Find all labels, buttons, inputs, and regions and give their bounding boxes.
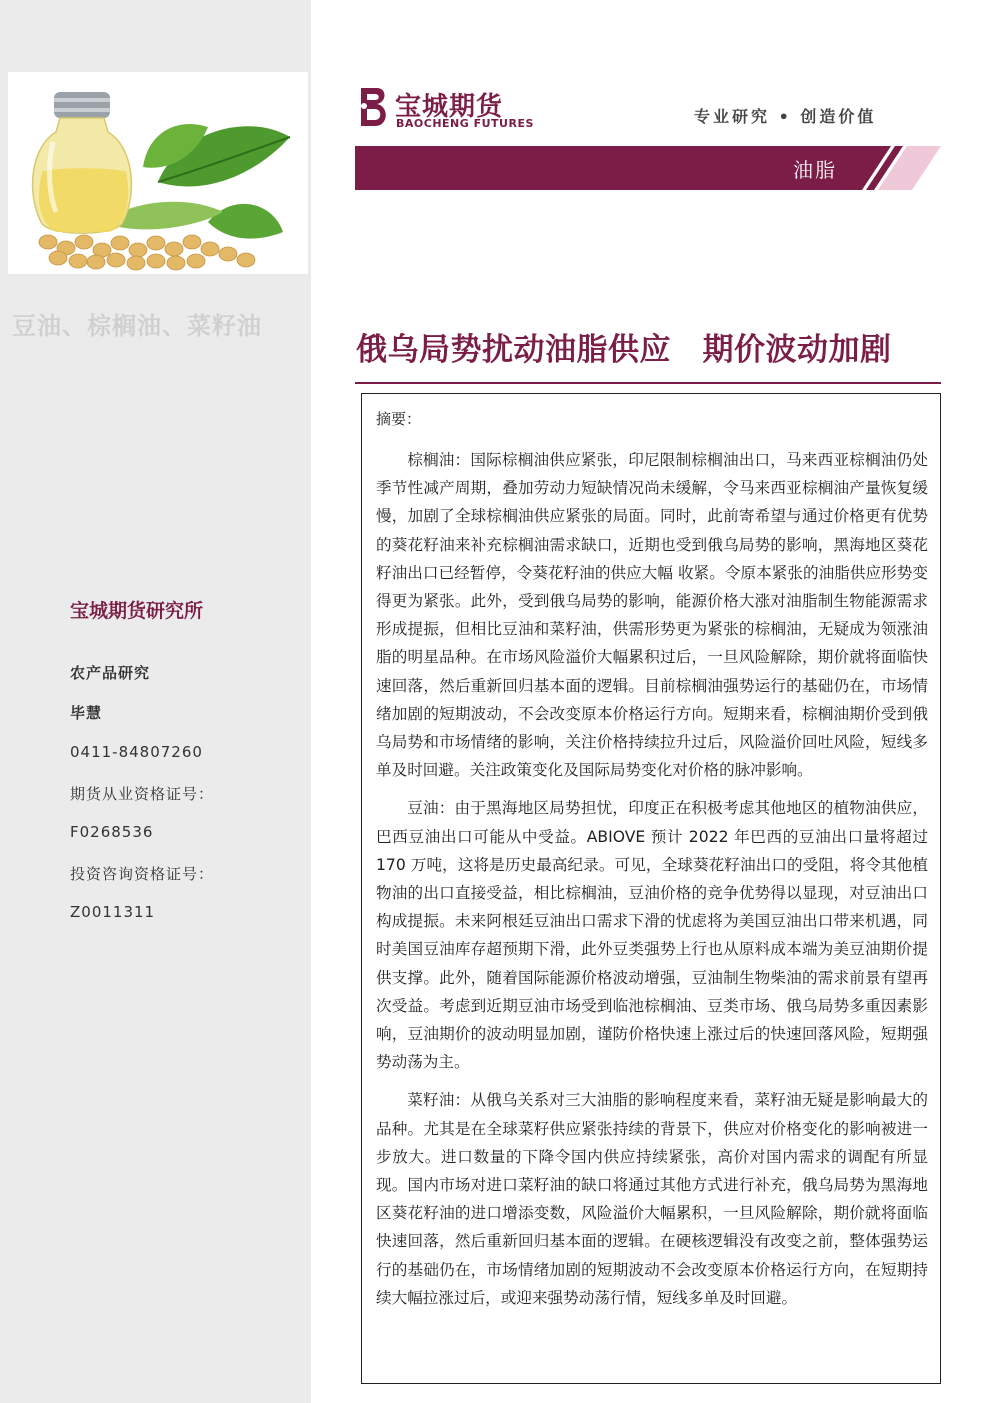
abstract-box <box>361 393 941 1384</box>
report-title: 俄乌局势扰动油脂供应 期价波动加剧 <box>356 332 892 368</box>
department: 农产品研究 <box>70 664 151 682</box>
paragraph-soybean-oil: 豆油：由于黑海地区局势担忧，印度正在积极考虑其他地区的植物油供应，巴西豆油出口可能从中受益。ABIOVE 预计 2022 年巴西的豆油出口量将超过 170 万吨，这将是历史最高纪录。可见，全球葵花籽油出口的受阻，将令其他植物油的出口直接受益，相比棕榈油，豆油价格的竞争优势得以显现，对豆油出口构成提振。未来阿根廷豆油出口需求下滑的忧虑将为美国豆油出口带来机遇，同时美国豆油库存超预期下滑，此外豆类强势上行也从原料成本端为美豆油期价提供支撑。此外，随着国际能源价格波动增强，豆油制生物柴油的需求前景有望再次受益。考虑到近期豆油市场受到临池棕榈油、豆类市场、俄乌局势多重因素影响，豆油期价的波动明显加剧，谨防价格快速上涨过后的快速回落风险，短期强势动荡为主。 <box>376 799 928 1072</box>
section-label: 油脂 <box>793 158 837 182</box>
futures-cert-number: F0268536 <box>70 823 154 841</box>
logo-chinese-text: 宝城期货 <box>395 92 504 122</box>
title-divider <box>355 382 941 384</box>
institute-name: 宝城期货研究所 <box>70 600 204 622</box>
sidebar <box>0 0 311 1403</box>
invest-cert-label: 投资咨询资格证号： <box>70 865 215 883</box>
analyst-name: 毕慧 <box>70 704 103 722</box>
paragraph-rapeseed-oil: 菜籽油：从俄乌关系对三大油脂的影响程度来看，菜籽油无疑是影响最大的品种。尤其是在全球菜籽供应紧张持续的背景下，供应对价格变化的影响被进一步放大。进口数量的下降令国内供应持续紧张，高价对国内需求的调配有所显现。国内市场对进口菜籽油的缺口将通过其他方式进行补充，俄乌局势为黑海地区葵花籽油的进口增添变数，风险溢价大幅累积，一旦风险解除，期价就将面临快速回落，然后重新回归基本面的逻辑。在硬核逻辑没有改变之前，整体强势运行的基础仍在，市场情绪加剧的短期波动不会改变原本价格运行方向，在短期持续大幅拉涨过后，或迎来强势动荡行情，短线多单及时回避。 <box>376 1091 928 1307</box>
category-title: 豆油、棕榈油、菜籽油 <box>12 312 262 340</box>
section-banner <box>355 146 941 190</box>
company-logo <box>355 84 534 134</box>
oil-jar-illustration <box>8 72 308 274</box>
invest-cert-number: Z0011311 <box>70 903 156 921</box>
analyst-phone: 0411-84807260 <box>70 743 203 761</box>
paragraph-palm-oil: 棕榈油：国际棕榈油供应紧张，印尼限制棕榈油出口，马来西亚棕榈油仍处季节性减产周期，叠加劳动力短缺情况尚未缓解，令马来西亚棕榈油产量恢复缓慢，加剧了全球棕榈油供应紧张的局面。同时，此前寄希望与通过价格更有优势的葵花籽油来补充棕榈油需求缺口，近期也受到俄乌局势的影响，黑海地区葵花籽油出口已经暂停，令葵花籽油的供应大幅 收紧。令原本紧张的油脂供应形势变得更为紧张。此外，受到俄乌局势的影响，能源价格大涨对油脂制生物能源需求形成提振，但相比豆油和菜籽油，供需形势更为紧张的棕榈油，无疑成为领涨油脂的明星品种。在市场风险溢价大幅累积过后，一旦风险解除，期价就将面临快速回落，然后重新回归基本面的逻辑。目前棕榈油强势运行的基础仍在，市场情绪加剧的短期波动，不会改变原本价格运行方向。短期来看，棕榈油期价受到俄乌局势和市场情绪的影响，关注价格持续拉升过后，风险溢价回吐风险，短线多单及时回避。关注政策变化及国际局势变化对价格的脉冲影响。 <box>376 451 928 780</box>
logo-mark-icon <box>355 84 391 130</box>
futures-cert-label: 期货从业资格证号： <box>70 785 215 803</box>
logo-english-text: BAOCHENG FUTURES <box>396 117 534 130</box>
cover-image-oil-jar-soybeans <box>8 72 308 274</box>
slogan: 专业研究 • 创造价值 <box>694 107 877 126</box>
abstract-label: 摘要： <box>376 410 422 428</box>
